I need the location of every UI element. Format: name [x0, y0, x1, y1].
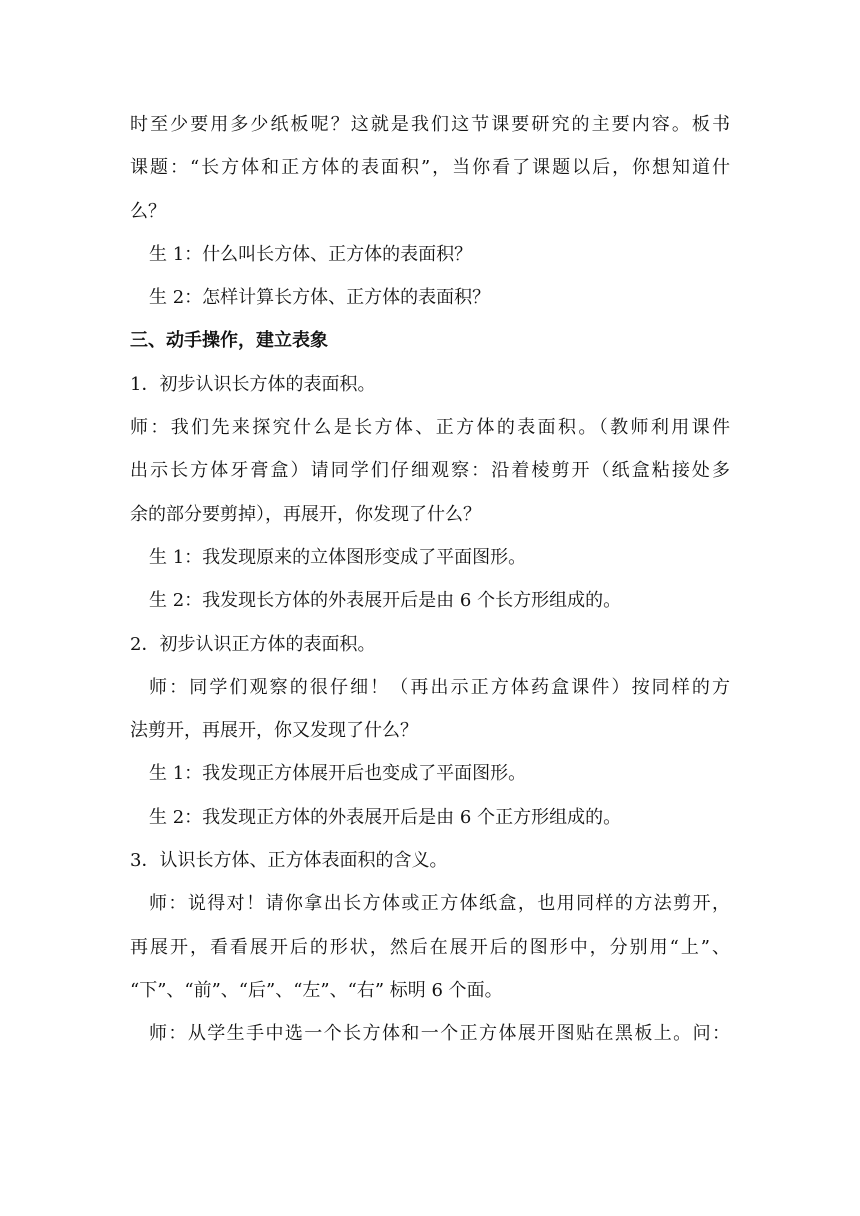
document-body [130, 110, 730, 1063]
paragraph-line: 法剪开，再展开，你又发现了什么？ [130, 720, 418, 742]
student-answer-line: 生 2：怎样计算长方体、正方体的表面积？ [149, 287, 491, 309]
subsection-heading: 1．初步认识长方体的表面积。 [130, 373, 376, 395]
paragraph-line: 出示长方体牙膏盒）请同学们仔细观察：沿着棱剪开（纸盒粘接处多 [130, 460, 730, 482]
student-answer-line: 生 1：我发现原来的立体图形变成了平面图形。 [149, 546, 527, 568]
paragraph-line: 余的部分要剪掉），再展开，你发现了什么？ [130, 503, 481, 525]
paragraph-line: 师：从学生手中选一个长方体和一个正方体展开图贴在黑板上。问： [149, 1023, 730, 1045]
section-heading: 三、动手操作，建立表象 [130, 330, 328, 352]
student-answer-line: 生 1：我发现正方体展开后也变成了平面图形。 [149, 763, 527, 785]
paragraph-line: 再展开，看看展开后的形状，然后在展开后的图形中，分别用“上”、 [130, 936, 730, 958]
paragraph-line: 师：同学们观察的很仔细！（再出示正方体药盒课件）按同样的方 [149, 676, 730, 698]
paragraph-line: 时至少要用多少纸板呢？这就是我们这节课要研究的主要内容。板书 [130, 114, 730, 135]
student-answer-line: 生 2：我发现正方体的外表展开后是由 6 个正方形组成的。 [149, 806, 622, 828]
student-answer-line: 生 2：我发现长方体的外表展开后是由 6 个长方形组成的。 [149, 590, 622, 612]
student-answer-line: 生 1：什么叫长方体、正方体的表面积？ [149, 243, 473, 265]
paragraph-line: 师：我们先来探究什么是长方体、正方体的表面积。（教师利用课件 [130, 417, 730, 439]
paragraph-line: 师：说得对！请你拿出长方体或正方体纸盒，也用同样的方法剪开， [149, 893, 730, 915]
paragraph-line: “下”、“前”、“后”、“左”、“右” 标明 6 个面。 [130, 979, 503, 1001]
paragraph-line: 么？ [130, 200, 166, 222]
paragraph-line: 课题：“长方体和正方体的表面积”，当你看了课题以后，你想知道什 [130, 157, 730, 179]
subsection-heading: 3．认识长方体、正方体表面积的含义。 [130, 850, 448, 872]
subsection-heading: 2．初步认识正方体的表面积。 [130, 633, 376, 655]
